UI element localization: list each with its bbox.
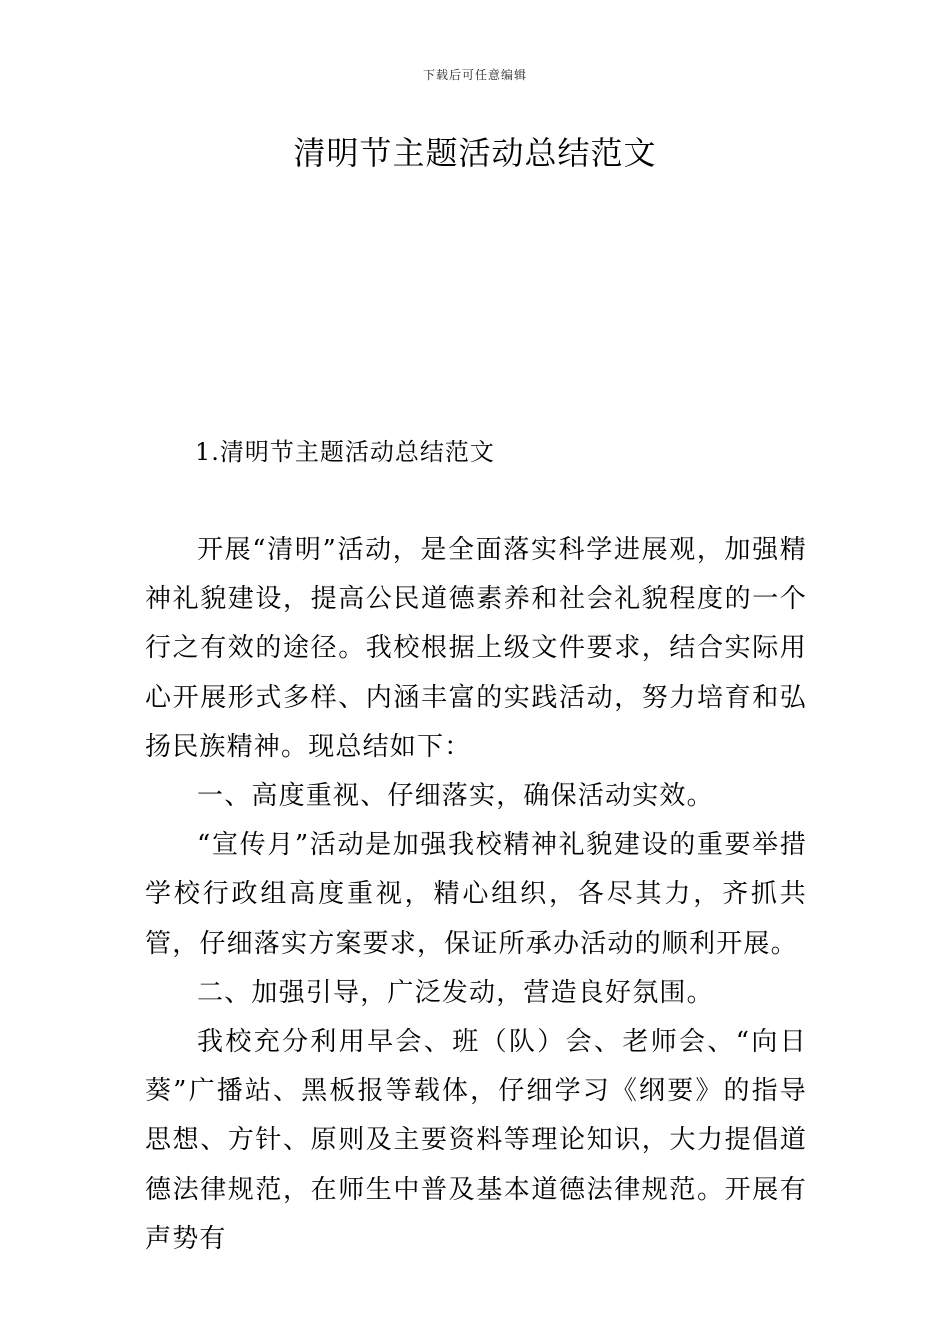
paragraph-intro: 开展“清明”活动，是全面落实科学进展观，加强精神礼貌建设，提高公民道德素养和社会礼貌程度的一个行之有效的途径。我校根据上级文件要求，结合实际用心开展形式多样、内涵丰富的实践活动，努力培育和弘扬民族精神。现总结如下： bbox=[145, 535, 807, 762]
paragraph-point-one-body: “宣传月”活动是加强我校精神礼貌建设的重要举措学校行政组高度重视，精心组织，各尽其力，齐抓共管，仔细落实方案要求，保证所承办活动的顺利开展。 bbox=[145, 830, 807, 959]
document-title: 清明节主题活动总结范文 bbox=[293, 134, 657, 172]
paragraph-point-two-heading: 二、加强引导，广泛发动，营造良好氛围。 bbox=[197, 977, 714, 1008]
document-body bbox=[145, 526, 807, 1264]
header-note: 下载后可任意编辑 bbox=[422, 68, 527, 82]
section-heading: 1.清明节主题活动总结范文 bbox=[195, 438, 495, 466]
paragraph-point-one-heading: 一、高度重视、仔细落实，确保活动实效。 bbox=[197, 781, 714, 812]
paragraph-point-two-body: 我校充分利用早会、班（队）会、老师会、“向日葵”广播站、黑板报等载体，仔细学习《纲要》的指导思想、方针、原则及主要资料等理论知识，大力提倡道德法律规范，在师生中普及基本道德法律规范。开展有声势有 bbox=[145, 1027, 807, 1254]
